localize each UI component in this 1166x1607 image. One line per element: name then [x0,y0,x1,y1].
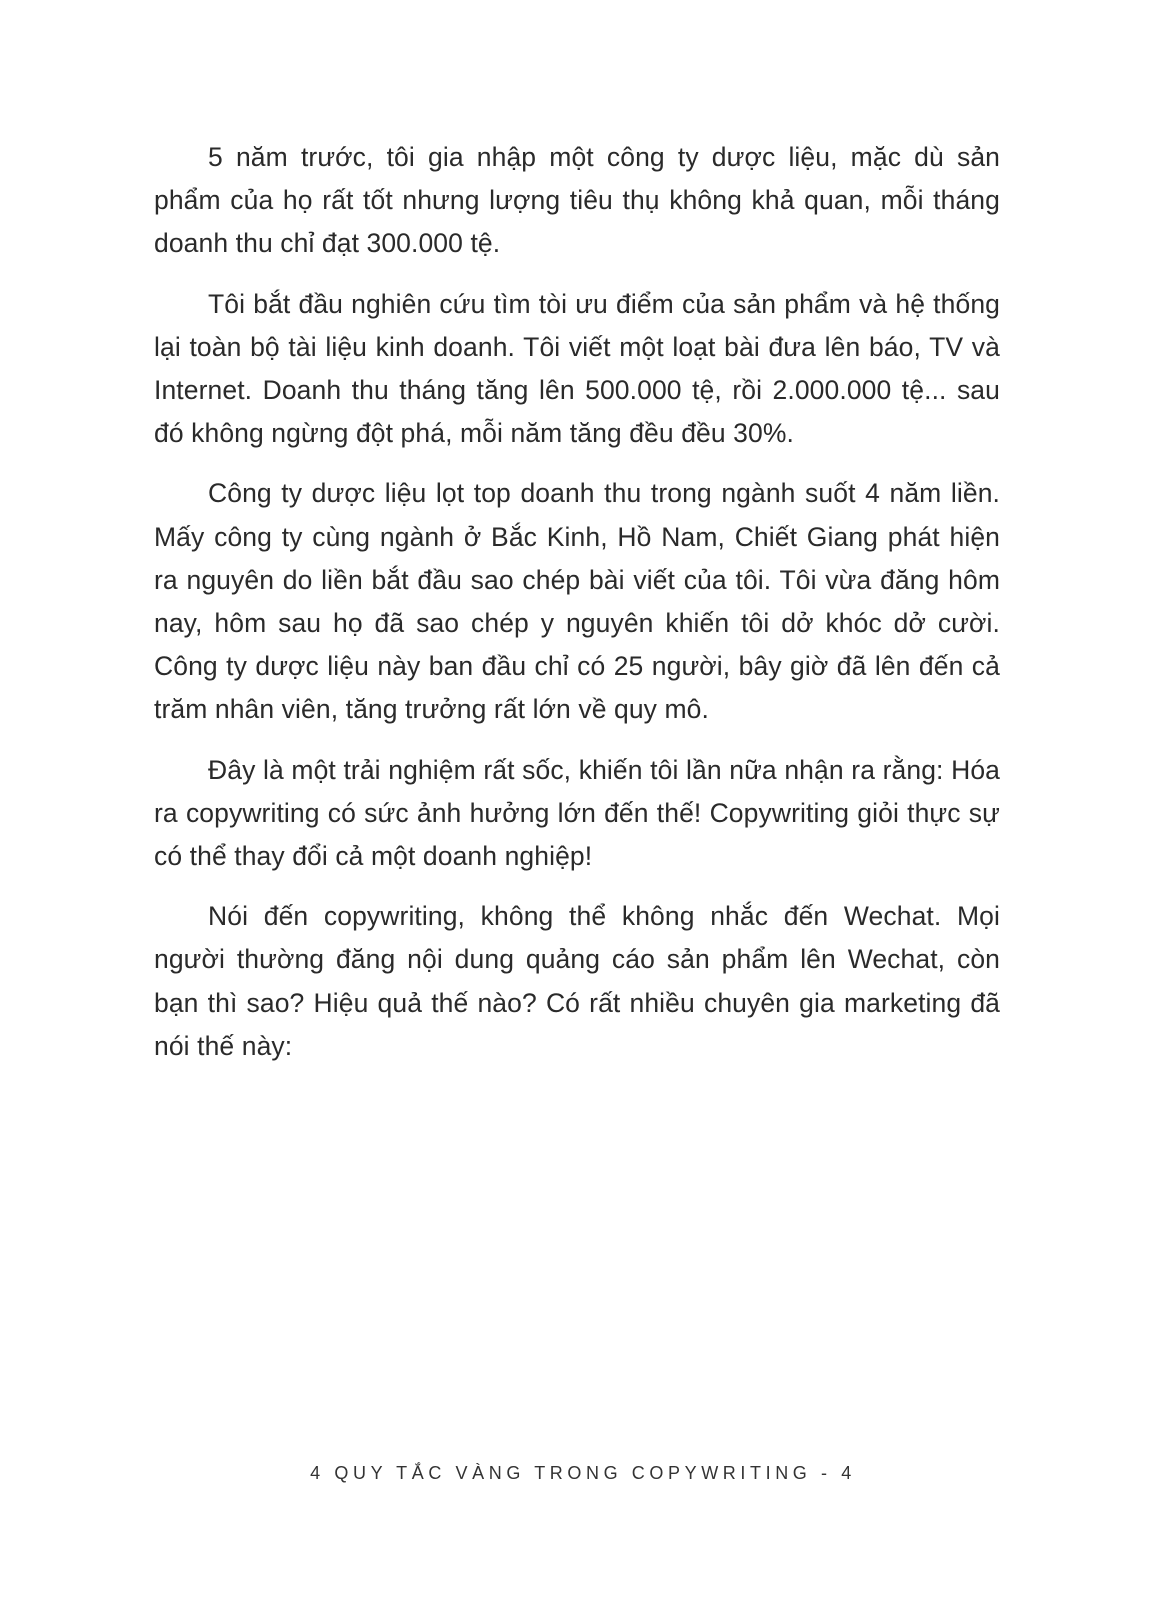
paragraph-2: Tôi bắt đầu nghiên cứu tìm tòi ưu điểm của sản phẩm và hệ thống lại toàn bộ tài liệu kinh doanh. Tôi viết một loạt bài đưa lên báo, TV và Internet. Doanh thu tháng tăng lên 500.000 tệ, rồi 2.000.000 tệ... sau đó không ngừng đột phá, mỗi năm tăng đều đều 30%. [154,288,1000,449]
paragraph-4: Đây là một trải nghiệm rất sốc, khiến tôi lần nữa nhận ra rằng: Hóa ra copywriting có sức ảnh hưởng lớn đến thế! Copywriting giỏi thực sự có thể thay đổi cả một doanh nghiệp! [154,754,1000,872]
paragraph-1: 5 năm trước, tôi gia nhập một công ty dược liệu, mặc dù sản phẩm của họ rất tốt nhưng lượng tiêu thụ không khả quan, mỗi tháng doanh thu chỉ đạt 300.000 tệ. [154,142,1000,259]
paragraph-3: Công ty dược liệu lọt top doanh thu trong ngành suốt 4 năm liền. Mấy công ty cùng ngành ở Bắc Kinh, Hồ Nam, Chiết Giang phát hiện ra nguyên do liền bắt đầu sao chép bài viết của tôi. Tôi vừa đăng hôm nay, hôm sau họ đã sao chép y nguyên khiến tôi dở khóc dở cười. Công ty dược liệu này ban đầu chỉ có 25 người, bây giờ đã lên đến cả trăm nhân viên, tăng trưởng rất lớn về quy mô. [154,478,1000,725]
body-text [154,136,1000,1085]
paragraph-5: Nói đến copywriting, không thể không nhắc đến Wechat. Mọi người thường đăng nội dung quảng cáo sản phẩm lên Wechat, còn bạn thì sao? Hiệu quả thế nào? Có rất nhiều chuyên gia marketing đã nói thế này: [154,901,1000,1061]
page-footer: 4 QUY TẮC VÀNG TRONG COPYWRITING - 4 [310,1463,856,1483]
